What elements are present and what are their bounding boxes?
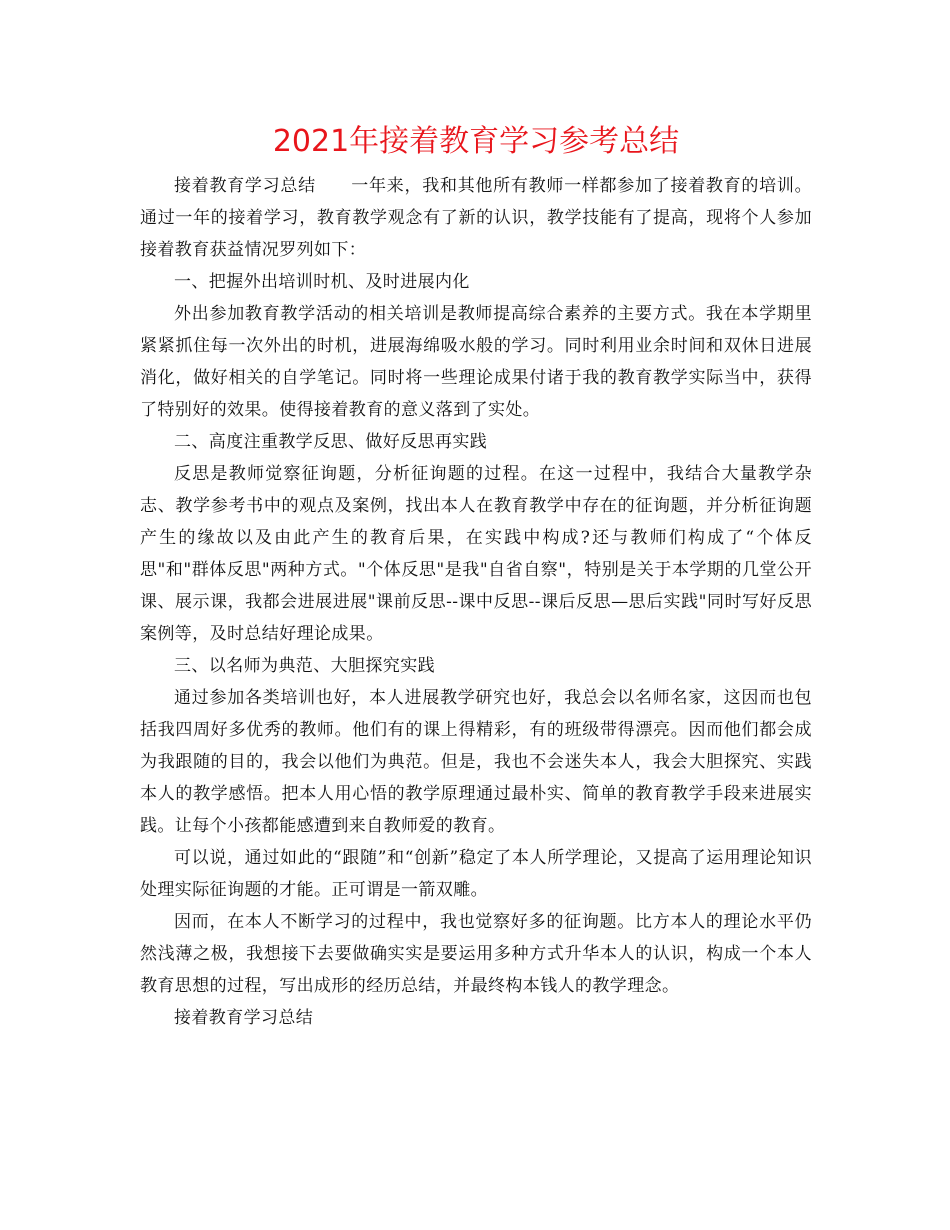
intro-paragraph: 接着教育学习总结 一年来，我和其他所有教师一样都参加了接着教育的培训。通过一年的接着学习，教育教学观念有了新的认识，教学技能有了提高，现将个人参加接着教育获益情况罗列如下： bbox=[140, 176, 812, 260]
summary-paragraph-2: 因而，在本人不断学习的过程中，我也觉察好多的征询题。比方本人的理论水平仍然浅薄之极，我想接下去要做确实实是要运用多种方式升华本人的认识，构成一个本人教育思想的过程，写出成形的经历总结，并最终构本钱人的教学理念。 bbox=[140, 912, 812, 996]
section-2-paragraph: 反思是教师觉察征询题，分析征询题的过程。在这一过程中，我结合大量教学杂志、教学参考书中的观点及案例，找出本人在教育教学中存在的征询题，并分析征询题产生的缘故以及由此产生的教育后果，在实践中构成?还与教师们构成了“个体反思"和"群体反思"两种方式。"个体反思"是我"自省自察"，特别是关于本学期的几堂公开课、展示课，我都会进展进展"课前反思--课中反思--课后反思—思后实践"同时写好反思案例等，及时总结好理论成果。 bbox=[140, 464, 812, 644]
section-heading-1: 一、把握外出培训时机、及时进展内化 bbox=[174, 272, 470, 292]
section-3-paragraph: 通过参加各类培训也好，本人进展教学研究也好，我总会以名师名家，这因而也包括我四周好多优秀的教师。他们有的课上得精彩，有的班级带得漂亮。因而他们都会成为我跟随的目的，我会以他们为典范。但是，我也不会迷失本人，我会大胆探究、实践本人的教学感悟。把本人用心悟的教学原理通过最朴实、简单的教育教学手段来进展实践。让每个小孩都能感遭到来自教师爱的教育。 bbox=[140, 688, 812, 836]
section-heading-2: 二、高度注重教学反思、做好反思再实践 bbox=[174, 432, 488, 452]
closing-heading: 接着教育学习总结 bbox=[174, 1008, 314, 1028]
section-heading-3: 三、以名师为典范、大胆探究实践 bbox=[174, 656, 435, 676]
summary-paragraph-1: 可以说，通过如此的“跟随”和“创新”稳定了本人所学理论，又提高了运用理论知识处理实际征询题的才能。正可谓是一箭双雕。 bbox=[140, 848, 812, 900]
document-title: 2021年接着教育学习参考总结 bbox=[272, 124, 680, 159]
document-page bbox=[140, 120, 812, 1034]
section-1-paragraph: 外出参加教育教学活动的相关培训是教师提高综合素养的主要方式。我在本学期里紧紧抓住每一次外出的时机，进展海绵吸水般的学习。同时利用业余时间和双休日进展消化，做好相关的自学笔记。同时将一些理论成果付诸于我的教育教学实际当中，获得了特别好的效果。使得接着教育的意义落到了实处。 bbox=[140, 304, 812, 420]
